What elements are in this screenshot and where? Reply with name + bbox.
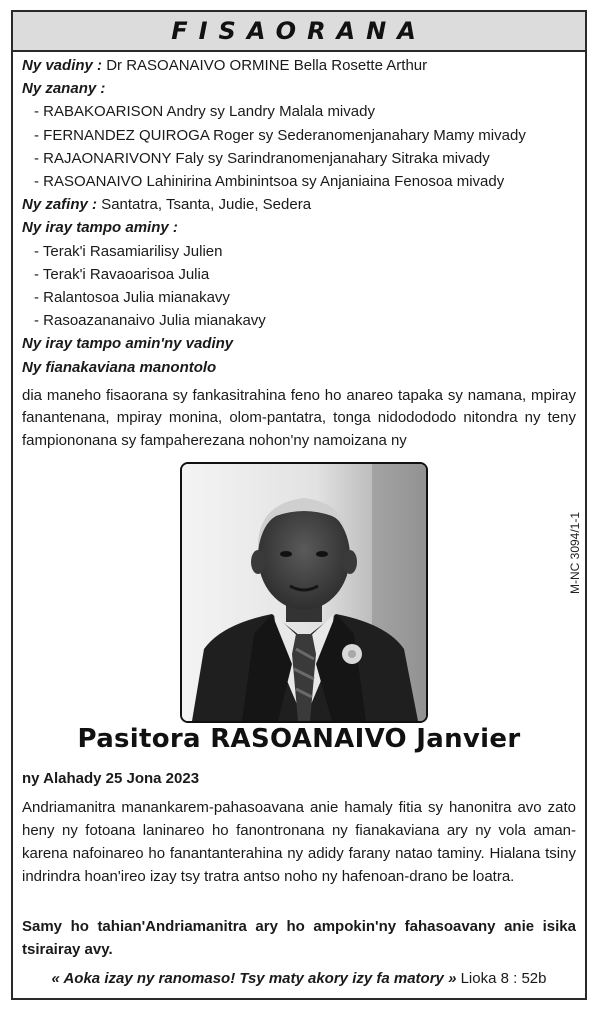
reference-code: M-NC 3094/1-1 — [568, 511, 582, 594]
portrait-photo — [180, 462, 428, 723]
bible-verse — [13, 970, 585, 987]
widow-label: Ny vadiny : — [22, 57, 103, 74]
child-item: - RASOANAIVO Lahinirina Ambinintsoa sy Anjaniaina Fenosoa mivady — [34, 173, 505, 191]
grandchildren-label: Ny zafiny : — [22, 196, 98, 214]
widow-name: Dr RASOANAIVO ORMINE Bella Rosette Arthur — [106, 57, 428, 74]
grandchildren-names: Santatra, Tsanta, Judie, Sedera — [101, 196, 312, 214]
header-banner — [13, 12, 585, 52]
extended-family-label: Ny fianakaviana manontolo — [22, 358, 217, 376]
deceased-name: Pasitora RASOANAIVO Janvier — [77, 724, 521, 754]
child-item: - RAJAONARIVONY Faly sy Sarindranomenjanahary Sitraka mivady — [34, 149, 490, 167]
body-paragraph: Andriamanitra manankarem-pahasoavana anie hamaly fitia sy hanonitra avo zato heny ny fotoana laninareo ho fanontronana ny fianakaviana ary ny vola aman-karena nafoinareo ho fanantanterahina ny adidy farany natao taminy. Hialana tsiny indrindra hoan'ireo izay tsy tratra antso noho ny hafenoan-drano be loatra. — [22, 799, 576, 885]
family-list — [22, 54, 576, 452]
verse-reference: Lioka 8 : 52b — [460, 970, 547, 987]
verse-quote: « Aoka izay ny ranomaso! Tsy maty akory izy fa matory » — [51, 970, 457, 987]
death-date: ny Alahady 25 Jona 2023 — [22, 770, 200, 787]
thanks-paragraph: dia maneho fisaorana sy fankasitrahina feno ho anareo tapaka sy namana, mpiray fanantenana, mpiray monina, olom-pantatra, tonga nidodododo nitondra ny teny fampiononana sy fampaherezana nohon'ny namoizana ny — [22, 386, 576, 449]
grandchildren-line — [22, 193, 576, 216]
child-item: - RABAKOARISON Andry sy Landry Malala mivady — [34, 103, 375, 121]
children-label: Ny zanany : — [22, 80, 106, 98]
sibling-item: - Terak'i Ravaoarisoa Julia — [34, 265, 210, 283]
siblings-label: Ny iray tampo aminy : — [22, 219, 178, 237]
child-item: - FERNANDEZ QUIROGA Roger sy Sederanomenjanahary Mamy mivady — [34, 126, 526, 144]
sibling-item: - Rasoazananaivo Julia mianakavy — [34, 312, 266, 330]
sibling-item: - Ralantosoa Julia mianakavy — [34, 289, 230, 307]
portrait-illustration — [182, 464, 426, 721]
spouse-siblings-label: Ny iray tampo amin'ny vadiny — [22, 335, 234, 353]
closing-paragraph: Samy ho tahian'Andriamanitra ary ho ampokin'ny fahasoavany anie isika tsirairay avy. — [22, 918, 576, 958]
notice-title: FISAORANA — [171, 17, 427, 45]
widow-line — [22, 54, 576, 77]
notice-frame — [11, 10, 587, 1000]
sibling-item: - Terak'i Rasamiarilisy Julien — [34, 242, 223, 260]
